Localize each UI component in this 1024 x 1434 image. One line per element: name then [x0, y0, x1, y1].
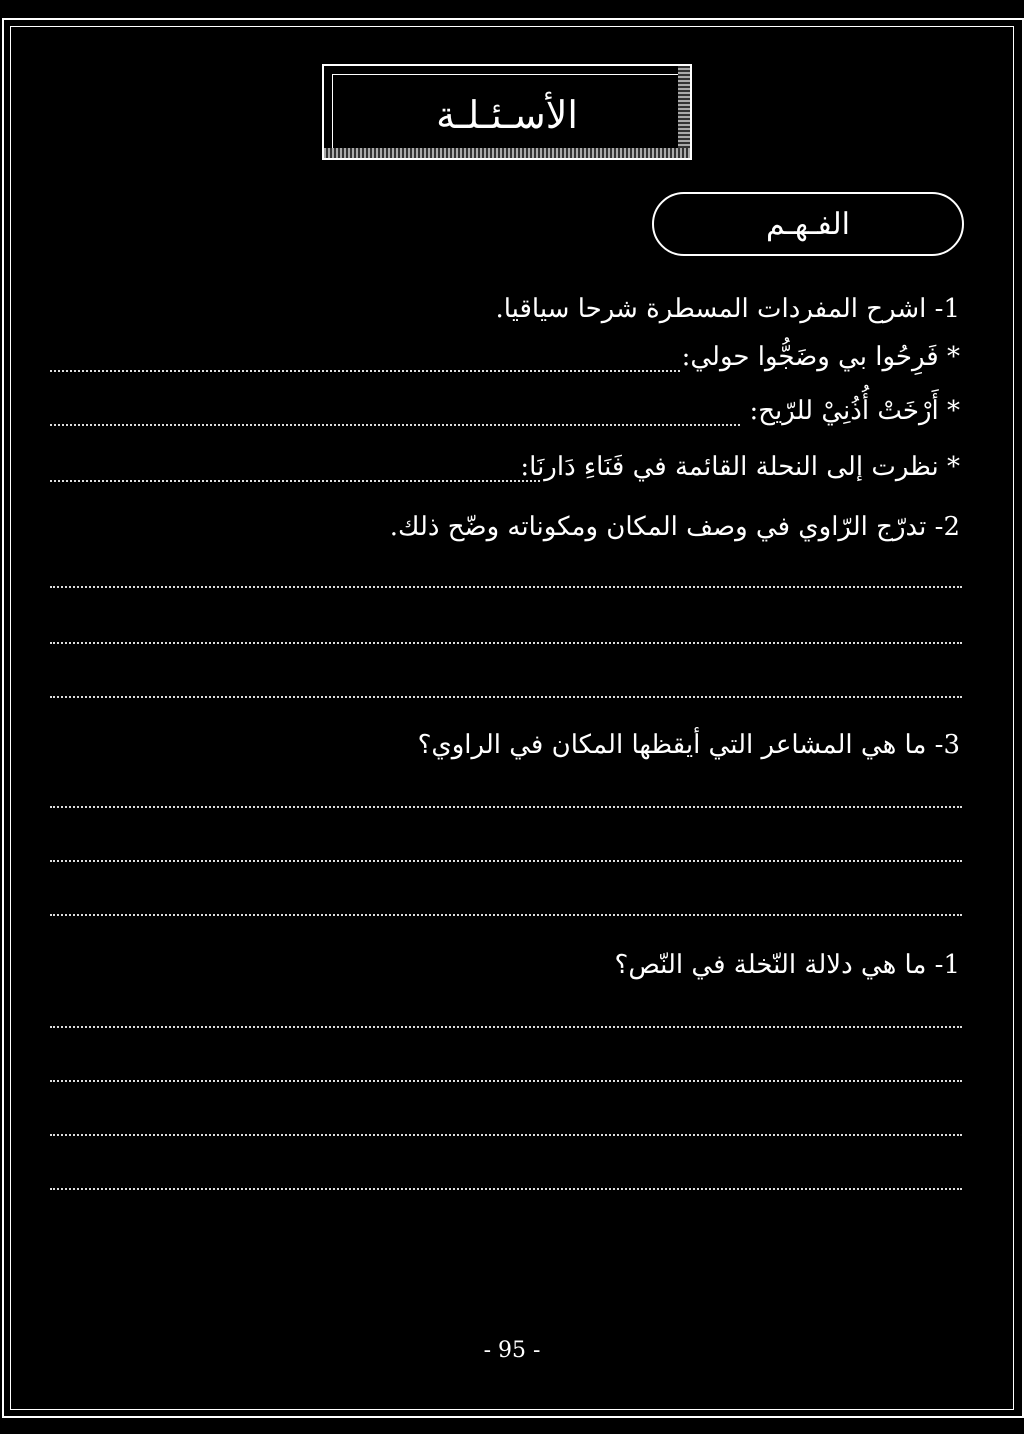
answer-line — [50, 696, 962, 698]
answer-line — [50, 424, 740, 426]
page-number: - 95 - — [483, 1338, 541, 1363]
answer-line — [50, 642, 962, 644]
page-title: الأسـئـلـة — [436, 93, 578, 137]
answer-line — [50, 1188, 962, 1190]
title-frame-shadow — [678, 66, 690, 158]
answer-line — [50, 1134, 962, 1136]
title-frame — [322, 64, 692, 160]
answer-line — [50, 914, 962, 916]
answer-line — [50, 1026, 962, 1028]
answer-line — [50, 806, 962, 808]
answer-line — [50, 860, 962, 862]
question-1-item-3: * نظرت إلى النحلة القائمة في فَنَاءِ دَارنَا: — [520, 452, 960, 482]
question-1-item-1: * فَرِحُوا بي وضَجُّوا حولي: — [681, 342, 960, 372]
answer-line — [50, 586, 962, 588]
section-heading: الفـهـم — [652, 192, 964, 256]
question-2: 2- تدرّج الرّاوي في وصف المكان ومكوناته وضّح ذلك. — [389, 512, 960, 542]
question-3: 3- ما هي المشاعر التي أيقظها المكان في الراوي؟ — [417, 730, 960, 760]
answer-line — [50, 480, 540, 482]
question-4: 1- ما هي دلالة النّخلة في النّص؟ — [614, 950, 960, 980]
answer-line — [50, 1080, 962, 1082]
question-1: 1- اشرح المفردات المسطرة شرحا سياقيا. — [495, 294, 960, 324]
answer-line — [50, 370, 680, 372]
question-1-item-2: * أَرْخَتْ أُذُنِيْ للرّيح: — [749, 396, 960, 426]
